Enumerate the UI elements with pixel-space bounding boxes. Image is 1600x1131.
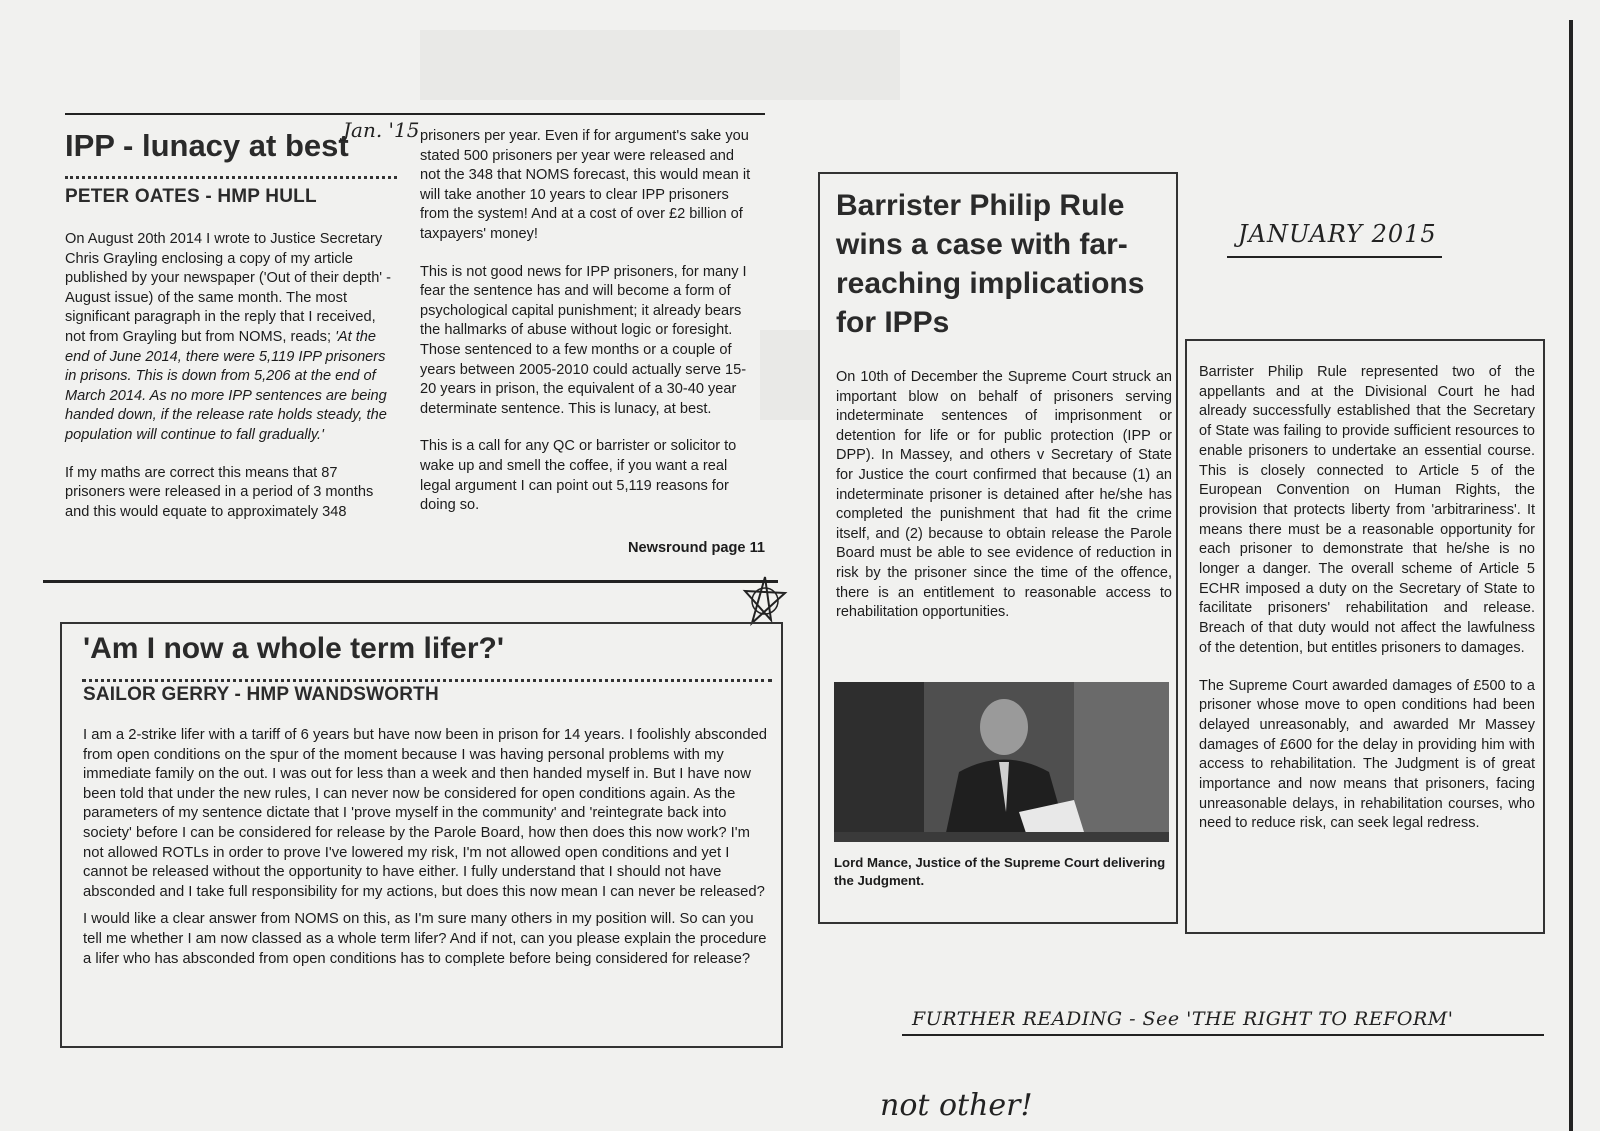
paragraph: Barrister Philip Rule represented two of the appellants and at the Divisional Court he had already successfully established that the Secretary of State was failing to provide sufficient resources to enable prisoners to undertake an essential course. This is closely connected to Article 5 of the European Convention on Human Rights, the provision that protects liberty from 'arbitrariness'. It means there must be a reasonable opportunity for each prisoner to demonstrate that he/she is no longer a danger. The overall scheme of Article 5 ECHR imposed a duty on the Secretary of State to facilitate prisoners' rehabilitation and release. Breach of that duty would not affect the lawfulness of the detention, but entitles prisoners to damages. [1199,364,1535,656]
paragraph: The Supreme Court awarded damages of £500 to a prisoner whose move to open conditions had been delayed unreasonably, and awarded Mr Massey damages of £600 for the delay in providing him with access to rehabilitation. The Judgment is of great importance and now means that prisoners, facing unreasonable delays, in rehabilitation courses, who need to reduce risk, can seek legal redress. [1199,677,1535,832]
paragraph: prisoners per year. Even if for argument's sake you stated 500 prisoners per year were released and not the 348 that NOMS forecast, this would mean it will take another 10 years to clear IPP prisoners from the system! And at a cost of over £2 billion of taxpayers' money! [420,128,751,242]
paragraph: This is a call for any QC or barrister or solicitor to wake up and smell the coffee, if you want a real legal argument I can point out 5,119 reasons for doing so. [420,438,737,514]
top-rule [65,113,765,115]
paragraph: On 10th of December the Supreme Court struck an important blow on behalf of prisoners serving indeterminate sentences of imprisonment or detention for life or for public protection (IPP or DPP). In Massey, and others v Secretary of State for Justice the court confirmed that because (1) an indeterminate prisoner is detained after he/she has completed the punishment that had fit the crime itself, and (2) because to obtain release the Parole Board must be able to see evidence of reduction in risk by the prisoner since the time of the offence, there is an entitlement to reasonable access to rehabilitation opportunities. [836,369,1172,621]
article-whole-term-lifer [60,622,783,1048]
paragraph: I would like a clear answer from NOMS on this, as I'm sure many others in my position will. So can you tell me whether I am now classed as a whole term lifer? And if not, can you please explain the procedure a lifer who has absconded from open conditions has to complete before being considered for release? [83,911,767,967]
article-byline: PETER OATES - HMP HULL [65,186,317,207]
section-rule [43,580,778,583]
photo-caption: Lord Mance, Justice of the Supreme Court delivering the Judgment. [834,855,1166,888]
bleed-through-shading [760,330,820,420]
article-byline: SAILOR GERRY - HMP WANDSWORTH [83,684,439,705]
handwritten-date-note: Jan. '15 [343,118,420,142]
paragraph: I am a 2-strike lifer with a tariff of 6 years but have now been in prison for 14 years. I foolishly absconded from open conditions on the spur of the moment because I was having personal problems with my immediate family on the out. I was out for less than a week and then handed myself in. But I have now been told that under the new rules, I can never now be considered for open conditions again. As the parameters of my sentence dictate that I 'prove myself in the community' and 'reintegrate back into society' before I can be considered for release by the Parole Board, how then does this now work? I'm not allowed ROTLs in order to prove I've lowered my risk, I'm not allowed open conditions and yet I cannot be released without the opportunity to have either. I fully understand that I should not have absconded and I take full responsibility for my actions, but does this now mean I can never be released? [83,727,768,900]
article-title: IPP - lunacy at best [65,128,349,163]
article-title: 'Am I now a whole term lifer?' [83,632,504,665]
handwritten-underline [902,1034,1544,1036]
paragraph: This is not good news for IPP prisoners, for many I fear the sentence has and will become a form of psychological capital punishment; it already bears the hallmarks of abuse without logic or foresight. Those sentenced to a few months or a couple of years between 2005-2010 could actually serve 15-20 years in prison, the equivalent of a 30-40 year determinate sentence. This is lunacy, at best. [420,263,747,417]
handwritten-further-reading: FURTHER READING - See 'THE RIGHT TO REFORM' [912,1008,1454,1030]
article-body [83,726,773,987]
paragraph: On August 20th 2014 I wrote to Justice Secretary Chris Grayling enclosing a copy of my article published by your newspaper ('Out of their depth' - August issue) of the same month. The most significant paragraph in the reply that I received, not from Grayling but from NOMS, reads; [65,231,392,345]
article-barrister-philip-rule [818,172,1178,924]
article-title: Barrister Philip Rule wins a case with far-reaching implications for IPPs [836,189,1145,339]
source-credit: Newsround page 11 [627,540,765,556]
noms-quote: 'At the end of June 2014, there were 5,119 IPP prisoners in prisons. This is down from 5,206 at the end of March 2014. As no more IPP sentences are being handed down, if the release rate holds steady, the population will continue to fall gradually.' [65,328,387,443]
bleed-through-shading [420,30,900,100]
page-edge [1569,20,1573,1131]
handwritten-date: JANUARY 2015 [1238,220,1437,248]
paragraph: If my maths are correct this means that 87 prisoners were released in a period of 3 months and this would equate to approximately 348 [65,464,374,520]
star-doodle-icon [740,575,790,627]
photo-lord-mance [834,682,1169,842]
column-2 [420,127,755,534]
column-1 [65,230,400,540]
article-body [1199,363,1535,834]
article-ipp-lunacy [65,120,765,570]
handwritten-underline [1227,256,1442,258]
title-divider [65,176,397,179]
article-judgment-details [1185,339,1545,934]
handwritten-bottom-note: not other! [880,1088,1033,1123]
title-divider [82,679,772,682]
